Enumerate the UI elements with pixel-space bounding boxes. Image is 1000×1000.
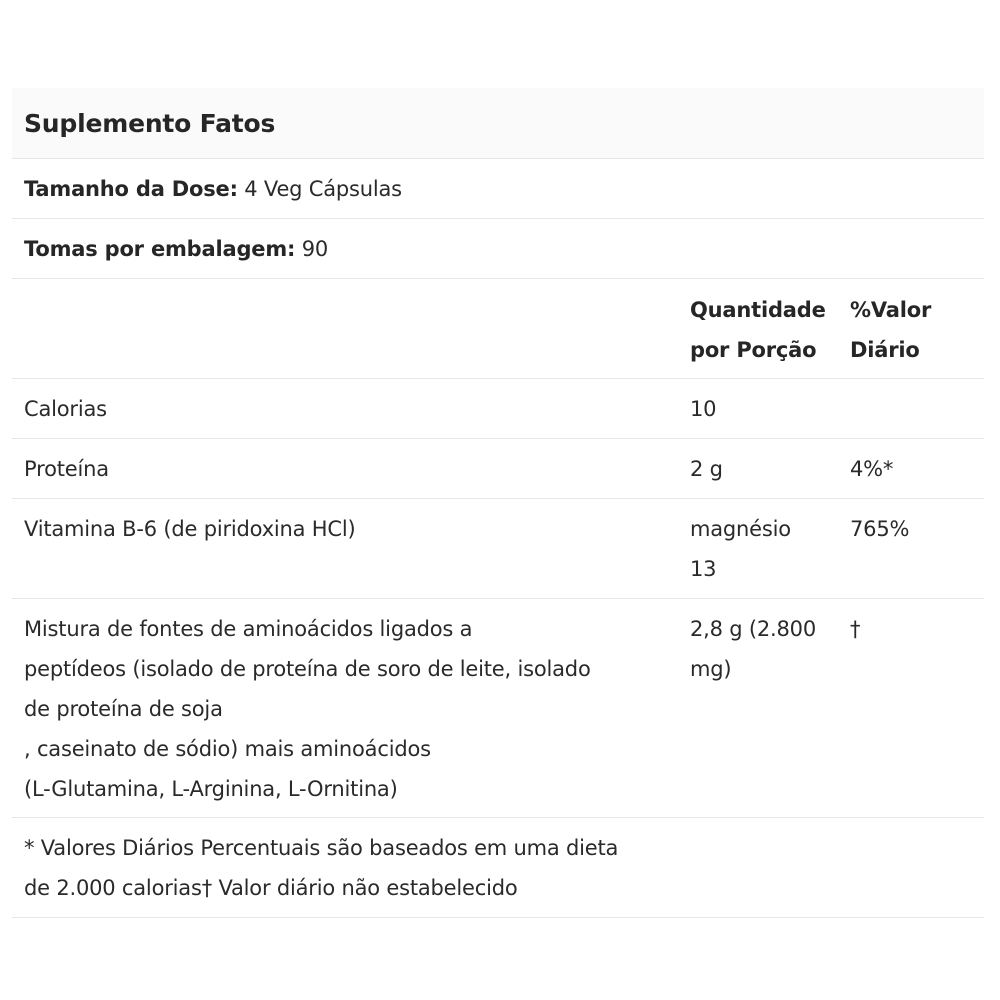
nutrient-name: Proteína — [24, 457, 109, 481]
nutrient-name-line-4: , caseinato de sódio) mais aminoácidos — [24, 737, 431, 761]
nutrient-amount-line-1: 2,8 g (2.800 — [690, 617, 816, 641]
nutrient-amount: 2 g — [690, 457, 723, 481]
nutrient-daily-value: † — [850, 617, 861, 641]
nutrient-amount: 10 — [690, 397, 717, 421]
nutrient-row-calories — [12, 379, 984, 439]
column-header-row — [12, 279, 984, 379]
nutrient-name-line-1: Mistura de fontes de aminoácidos ligados a — [24, 617, 473, 641]
amount-per-serving-header — [690, 290, 850, 370]
daily-header-line-1: %Valor — [850, 298, 932, 322]
nutrient-name-line-2: peptídeos (isolado de proteína de soro de leite, isolado — [24, 657, 591, 681]
nutrient-daily-value: 765% — [850, 517, 910, 541]
serving-size-row — [12, 159, 984, 219]
nutrient-name-line-5: (L-Glutamina, L-Arginina, L-Ornitina) — [24, 777, 398, 801]
servings-per-container-row — [12, 219, 984, 279]
nutrient-daily-value: 4%* — [850, 457, 894, 481]
footnote-line-1: * Valores Diários Percentuais são baseados em uma dieta — [24, 836, 619, 860]
daily-value-header — [850, 290, 980, 370]
nutrient-amount — [690, 609, 850, 689]
footnote-line-2: de 2.000 calorias† Valor diário não estabelecido — [24, 876, 518, 900]
footnote — [12, 818, 984, 918]
serving-size-value: 4 Veg Cápsulas — [237, 177, 402, 201]
nutrient-row-amino-acid-blend — [12, 599, 984, 818]
nutrient-name-line-3: de proteína de soja — [24, 697, 223, 721]
serving-size-label: Tamanho da Dose: — [24, 177, 238, 201]
servings-per-container-value: 90 — [295, 237, 329, 261]
nutrient-row-vitamin-b6 — [12, 499, 984, 599]
nutrient-name: Vitamina B-6 (de piridoxina HCl) — [24, 517, 356, 541]
nutrient-amount-line-2: mg) — [690, 657, 732, 681]
nutrient-amount — [690, 509, 850, 589]
panel-title: Suplemento Fatos — [12, 88, 984, 159]
supplement-facts-panel — [12, 88, 984, 918]
nutrient-name: Calorias — [24, 397, 107, 421]
nutrient-name — [24, 609, 690, 809]
nutrient-amount-line-2: 13 — [690, 557, 717, 581]
footnote-text — [24, 828, 684, 908]
amount-header-line-1: Quantidade — [690, 298, 826, 322]
daily-header-line-2: Diário — [850, 338, 920, 362]
amount-header-line-2: por Porção — [690, 338, 817, 362]
nutrient-amount-line-1: magnésio — [690, 517, 791, 541]
servings-per-container-label: Tomas por embalagem: — [24, 237, 296, 261]
nutrient-row-protein — [12, 439, 984, 499]
